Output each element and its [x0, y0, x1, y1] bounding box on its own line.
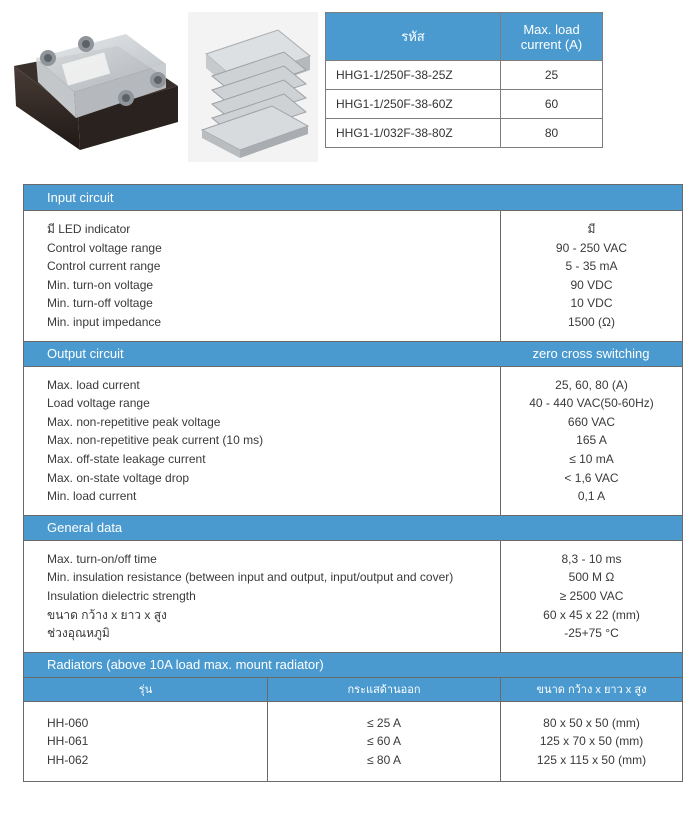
spec-value: มี: [587, 222, 596, 236]
spec-value: 8,3 - 10 ms: [561, 551, 622, 566]
spec-label: Max. on-state voltage drop: [47, 470, 190, 485]
general-data-header: [24, 515, 682, 540]
output-circuit-header: [24, 341, 682, 366]
spec-value: ≤ 10 mA: [569, 451, 614, 466]
spec-value: 0,1 A: [577, 489, 606, 504]
spec-label: ขนาด กว้าง x ยาว x สูง: [47, 607, 167, 622]
spec-label: Min. turn-on voltage: [47, 277, 154, 292]
spec-value: 5 - 35 mA: [565, 259, 618, 274]
spec-label: Load voltage range: [47, 396, 150, 411]
spec-value: 1500 (Ω): [568, 314, 615, 329]
radiator-model: HH-061: [47, 734, 89, 749]
max-load-current-header: Max. load current (A): [501, 13, 603, 61]
spec-label: Min. turn-off voltage: [47, 296, 153, 311]
radiator-model-header: รุ่น: [138, 684, 153, 697]
spec-labels: [24, 211, 500, 341]
spec-label: Min. input impedance: [47, 314, 162, 329]
spec-value: 500 M Ω: [568, 570, 615, 585]
spec-label: Max. load current: [47, 377, 140, 392]
radiator-models: [24, 702, 267, 782]
radiator-model: HH-060: [47, 715, 89, 730]
radiator-size: 125 x 70 x 50 (mm): [539, 734, 644, 749]
table-row: [326, 119, 603, 148]
spec-label: Max. off-state leakage current: [47, 451, 206, 466]
radiators-column-headers: [24, 677, 682, 701]
model-code: HHG1-1/250F-38-60Z: [326, 90, 501, 119]
spec-values: [500, 367, 682, 515]
spec-labels: [24, 541, 500, 652]
specification-table: [23, 184, 683, 782]
solid-state-relay-photo: [8, 18, 184, 154]
spec-value: 90 VDC: [570, 277, 613, 292]
spec-values: [500, 211, 682, 341]
radiator-currents: [267, 702, 500, 782]
model-current: 80: [501, 119, 603, 148]
spec-value: 660 VAC: [567, 414, 616, 429]
spec-label: Max. non-repetitive peak voltage: [47, 414, 221, 429]
radiator-current: ≤ 25 A: [367, 715, 401, 730]
spec-label: มี LED indicator: [47, 222, 131, 236]
radiator-size-header: ขนาด กว้าง x ยาว x สูง: [500, 678, 682, 701]
spec-label: Max. non-repetitive peak current (10 ms): [47, 433, 264, 448]
table-row: [326, 90, 603, 119]
general-data-section: [24, 540, 682, 652]
radiators-section: [24, 701, 682, 782]
radiator-current: ≤ 80 A: [367, 752, 401, 767]
model-code-header: รหัส: [326, 13, 501, 61]
radiator-size: 80 x 50 x 50 (mm): [543, 715, 640, 730]
spec-label: Control current range: [47, 259, 161, 274]
spec-value: 165 A: [576, 433, 607, 448]
spec-value: 60 x 45 x 22 (mm): [543, 607, 640, 622]
radiator-current: ≤ 60 A: [367, 734, 401, 749]
model-current: 25: [501, 61, 603, 90]
spec-values: [500, 541, 682, 652]
spec-label: Min. insulation resistance (between input and output, input/output and cover): [47, 570, 454, 585]
radiator-sizes: [500, 702, 682, 782]
input-circuit-header: [24, 185, 682, 210]
section-title: Radiators (above 10A load max. mount radiator): [47, 657, 324, 673]
radiator-current-header: กระแสด้านออก: [267, 678, 500, 701]
spec-value: < 1,6 VAC: [564, 470, 619, 485]
model-current: 60: [501, 90, 603, 119]
model-code: HHG1-1/250F-38-25Z: [326, 61, 501, 90]
section-title: General data: [47, 520, 123, 536]
spec-label: ช่วงอุณหภูมิ: [47, 626, 110, 641]
model-code: HHG1-1/032F-38-80Z: [326, 119, 501, 148]
output-circuit-section: [24, 366, 682, 515]
radiator-size: 125 x 115 x 50 (mm): [536, 752, 647, 767]
spec-labels: [24, 367, 500, 515]
spec-value: 90 - 250 VAC: [555, 240, 628, 255]
spec-value: -25+75 °C: [564, 626, 619, 641]
table-row: [326, 61, 603, 90]
spec-value: ≥ 2500 VAC: [559, 588, 624, 603]
spec-value: 40 - 440 VAC(50-60Hz): [529, 396, 654, 411]
radiators-header: [24, 652, 682, 677]
section-title: Input circuit: [47, 190, 114, 205]
model-table: [325, 12, 603, 148]
spec-value: 25, 60, 80 (A): [555, 377, 628, 392]
spec-label: Control voltage range: [47, 240, 162, 255]
spec-label: Max. turn-on/off time: [47, 551, 157, 566]
radiator-heatsink-photo: [188, 12, 318, 162]
radiator-model: HH-062: [47, 752, 89, 767]
switching-mode: zero cross switching: [532, 346, 650, 362]
spec-label: Min. load current: [47, 489, 137, 504]
input-circuit-section: [24, 210, 682, 341]
section-title: Output circuit: [47, 346, 124, 362]
spec-label: Insulation dielectric strength: [47, 588, 196, 603]
spec-value: 10 VDC: [570, 296, 613, 311]
